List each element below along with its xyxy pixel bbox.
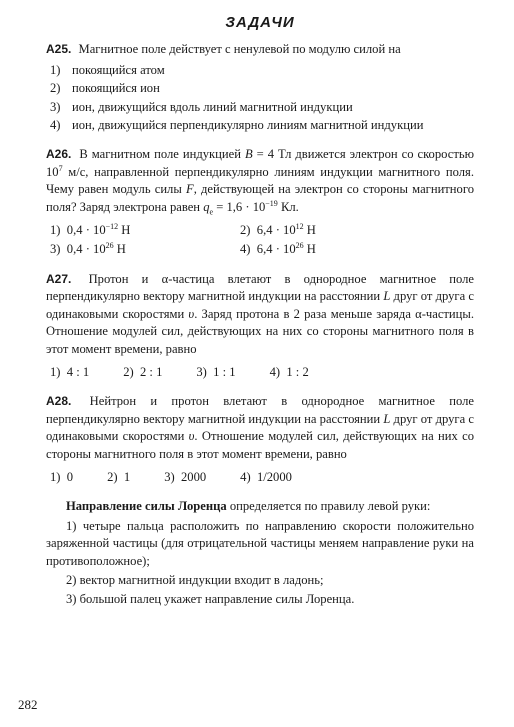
option [50, 117, 474, 134]
problem-text [46, 147, 474, 217]
option-unit: Н [303, 223, 316, 238]
option-number: 4) [50, 118, 61, 133]
option-text: 1 [123, 469, 131, 484]
rule-lead-text: определяется по правилу левой руки: [226, 499, 431, 514]
option [164, 469, 206, 486]
option-unit: Н [303, 242, 316, 257]
option-text: 1 : 1 [213, 364, 236, 379]
option [50, 80, 474, 97]
problem-number: А27. [46, 271, 72, 286]
option-number: 2) [240, 223, 251, 238]
option-base: 0,4 · 10 [66, 242, 106, 257]
option [240, 222, 430, 239]
text-segment: . Заряд протона в 2 раза меньше заряда α-частицы. Отношение модулей сил, действующих на них со стороны магнитного поля в этот момент времени, равно [46, 306, 474, 356]
option-base: 6,4 · 10 [256, 223, 296, 238]
option [50, 62, 474, 79]
problem-number: А25. [46, 42, 72, 57]
rule-item: 2) вектор магнитной индукции входит в ладонь; [66, 572, 324, 587]
option-unit: Н [118, 223, 131, 238]
rule-item: 1) четыре пальца расположить по направлению скорости положительно заряженной частицы (для отрицательной частицы меняем направление руки на противоположное); [46, 518, 474, 568]
problem-text: Магнитное поле действует с ненулевой по модулю силой на [78, 42, 401, 57]
text-segment: = 1,6 · 10 [213, 199, 266, 214]
option-base: 0,4 · 10 [66, 223, 106, 238]
option-text: 1/2000 [256, 469, 292, 484]
option-text: ион, движущийся вдоль линий магнитной индукции [72, 99, 353, 114]
problem-text [46, 272, 474, 356]
variable-l: L [383, 411, 391, 426]
problem-text [46, 394, 474, 460]
text-segment: друг от друга с одинаковыми скоростями [46, 411, 474, 444]
option-number: 2) [50, 81, 61, 96]
text-segment: Протон и α-частица влетают в однородное магнитное поле перпендикулярно вектору магнитной индукции на расстоянии [46, 271, 474, 304]
option-base: 6,4 · 10 [256, 242, 296, 257]
rule-lead [46, 498, 474, 515]
problem-a25 [46, 41, 474, 134]
option [50, 469, 73, 486]
option [270, 364, 309, 381]
option-number: 2) [123, 364, 134, 379]
option [240, 241, 430, 258]
option [50, 241, 240, 258]
section-header: ЗАДАЧИ [225, 14, 295, 31]
variable-v: υ [188, 429, 195, 444]
option-number: 4) [240, 242, 251, 257]
option-number: 1) [50, 62, 61, 77]
option-text: 1 : 2 [286, 364, 309, 379]
option [123, 364, 162, 381]
option [196, 364, 235, 381]
option-unit: Н [113, 242, 126, 257]
option-text: 2 : 1 [139, 364, 163, 379]
option [107, 469, 130, 486]
problem-number: А28. [46, 394, 72, 409]
exponent: 7 [58, 163, 63, 173]
option-text: покоящийся ион [72, 81, 160, 96]
option-number: 1) [50, 223, 61, 238]
variable-f: F [185, 182, 194, 197]
text-segment: В магнитном поле индукцией [79, 147, 245, 162]
options-row [50, 469, 474, 486]
text-segment: друг от друга с одинаковыми скоростями [46, 289, 474, 321]
option-number: 3) [196, 364, 207, 379]
option-number: 4) [240, 469, 251, 484]
options-list [50, 62, 474, 135]
option-number: 3) [164, 469, 175, 484]
exponent: 26 [105, 241, 114, 251]
options-row [50, 364, 474, 381]
text-segment: Нейтрон и протон влетают в однородное магнитное поле перпендикулярно вектору магнитной индукции на расстоянии [46, 394, 474, 426]
option [50, 222, 240, 239]
option-number: 4) [269, 364, 281, 379]
option-text: покоящийся атом [72, 62, 165, 77]
variable-l: L [383, 289, 391, 304]
exponent: 12 [295, 221, 304, 231]
page-number: 282 [18, 697, 38, 712]
option-number: 1) [50, 364, 61, 379]
variable-b: B [244, 147, 253, 162]
exponent: −12 [105, 221, 119, 231]
variable-q: q [203, 199, 210, 214]
options-grid [50, 222, 474, 259]
option [50, 364, 89, 381]
option-number: 3) [50, 242, 61, 257]
option-number: 1) [50, 469, 61, 484]
text-segment: . Отношение модулей сил, действующих на них со стороны магнитного поля в этот момент времени, равно [46, 429, 474, 461]
option-text: 0 [66, 469, 74, 484]
option-number: 2) [107, 469, 118, 484]
rule-title: Направление силы Лоренца [66, 499, 227, 514]
option-text: 2000 [180, 469, 207, 484]
text-segment: = 4 Тл движется электрон со скоростью 10 [46, 147, 474, 179]
problem-a26 [46, 146, 474, 258]
problem-a27 [46, 271, 474, 381]
text-segment: , действующей на электрон со стороны магнитного поля? Заряд электрона равен [46, 182, 474, 214]
subscript: e [209, 207, 214, 217]
problem-a28 [46, 393, 474, 486]
exponent: −19 [265, 198, 278, 208]
exponent: 26 [295, 241, 304, 251]
text-segment: Кл. [277, 199, 299, 214]
option-text: 4 : 1 [66, 364, 90, 379]
option-text: ион, движущийся перпендикулярно линиям магнитной индукции [72, 118, 424, 133]
page [46, 14, 474, 611]
lorentz-rule [46, 498, 474, 608]
option [240, 469, 292, 486]
problem-number: А26. [46, 147, 72, 162]
text-segment: м/с, направленной перпендикулярно линиям индукции магнитного поля. Чему равен модуль силы [46, 164, 474, 197]
variable-v: υ [188, 306, 195, 321]
option-number: 3) [50, 99, 61, 114]
option [50, 99, 474, 116]
rule-item: 3) большой палец укажет направление силы Лоренца. [66, 592, 355, 607]
